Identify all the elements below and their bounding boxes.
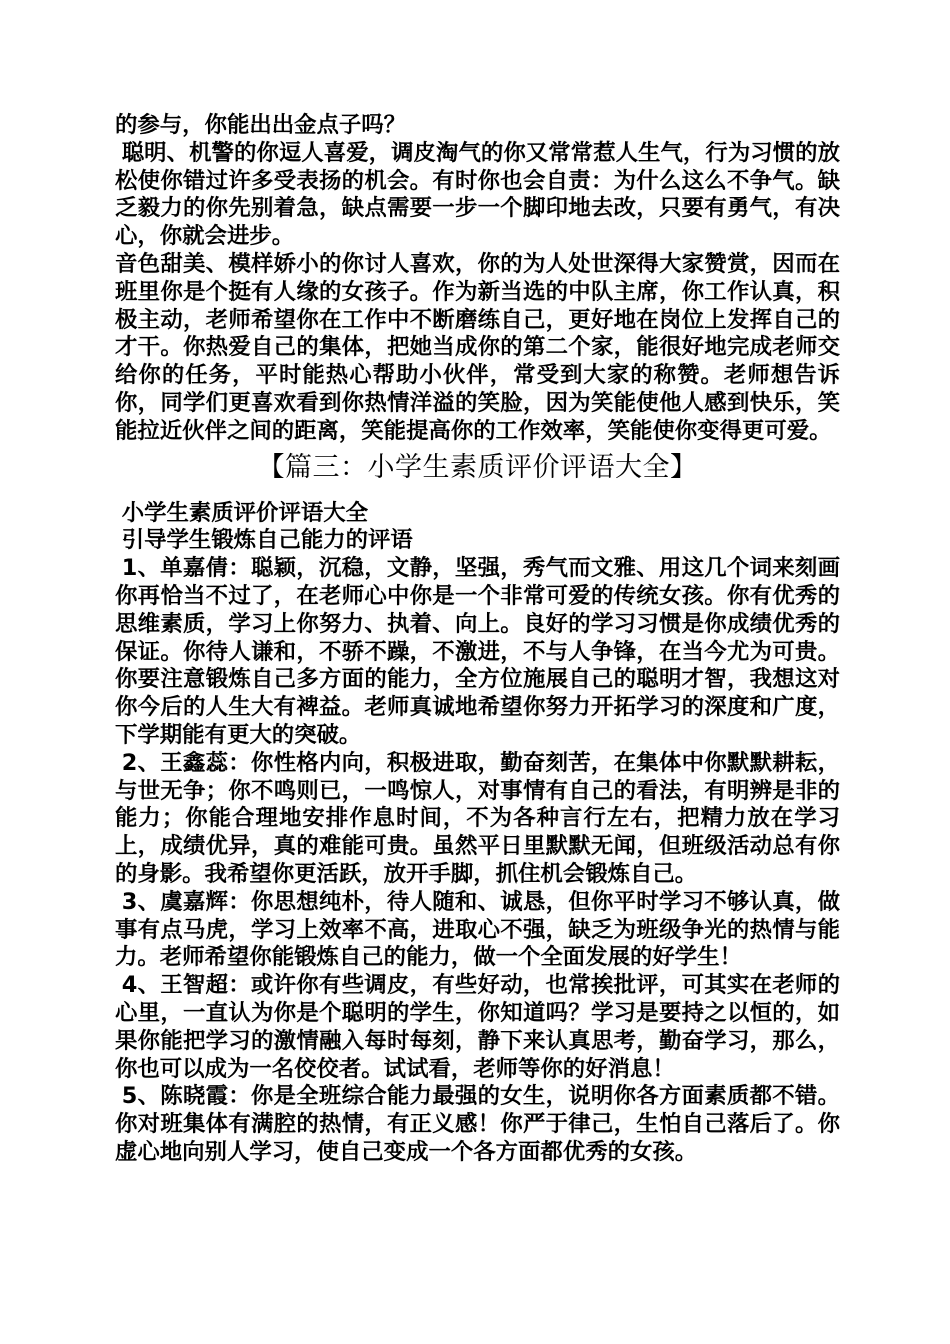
paragraph-comment-clever: 聪明、机警的你逗人喜爱，调皮淘气的你又常常惹人生气，行为习惯的放松使你错过许多受表扬的机会。有时你也会自责：为什么这么不争气。缺乏毅力的你先别着急，缺点需要一步一个脚印地去改，只要有勇气，有决心，你就会进步。: [115, 139, 840, 250]
comment-item-5: 5、陈晓霞：你是全班综合能力最强的女生，说明你各方面素质都不错。你对班集体有满腔的热情，有正义感！你严于律己，生怕自己落后了。你虚心地向别人学习，使自己变成一个各方面都优秀的女孩。: [115, 1083, 840, 1165]
comment-item-4: 4、王智超：或许你有些调皮，有些好动，也常挨批评，可其实在老师的心里，一直认为你是个聪明的学生，你知道吗？学习是要持之以恒的，如果你能把学习的激情融入每时每刻，静下来认真思考，勤奋学习，那么，你也可以成为一名佼佼者。试试看，老师等你的好消息！: [115, 972, 840, 1082]
paragraph-comment-sweet: 音色甜美、模样娇小的你讨人喜欢，你的为人处世深得大家赞赏，因而在班里你是个挺有人缘的女孩子。作为新当选的中队主席，你工作认真，积极主动，老师希望你在工作中不断磨练自己，更好地在岗位上发挥自己的才干。你热爱自己的集体，把她当成你的第二个家，能很好地完成老师交给你的任务，平时能热心帮助小伙伴，常受到大家的称赞。老师想告诉你，同学们更喜欢看到你热情洋溢的笑脸，因为笑能使他人感到快乐，笑能拉近伙伴之间的距离，笑能提高你的工作效率，笑能使你变得更可爱。: [115, 250, 840, 444]
document-page: [115, 112, 840, 1167]
section-heading: 【篇三：小学生素质评价评语大全】: [257, 451, 698, 483]
comment-item-3: 3、虞嘉辉：你思想纯朴，待人随和、诚恳，但你平时学习不够认真，做事有点马虎，学习上效率不高，进取心不强，缺乏为班级争光的热情与能力。老师希望你能锻炼自己的能力，做一个全面发展的好学生！: [115, 888, 840, 971]
paragraph-intro-tail: 的参与，你能出出金点子吗？: [115, 112, 407, 138]
comment-item-1: 1、单嘉倩：聪颖，沉稳，文静，坚强，秀气而文雅、用这几个词来刻画你再恰当不过了，在老师心中你是一个非常可爱的传统女孩。你有优秀的思维素质，学习上你努力、执着、向上。良好的学习习惯是你成绩优秀的保证。你待人谦和，不骄不躁，不激进，不与人争锋，在当今尤为可贵。你要注意锻炼自己多方面的能力，全方位施展自己的聪明才智，我想这对你今后的人生大有裨益。老师真诚地希望你努力开拓学习的深度和广度，下学期能有更大的突破。: [115, 555, 840, 748]
subheading-topic: 引导学生锻炼自己能力的评语: [121, 527, 413, 554]
subheading-title: 小学生素质评价评语大全: [121, 499, 369, 526]
comment-item-2: 2、王鑫蕊：你性格内向，积极进取，勤奋刻苦，在集体中你默默耕耘，与世无争；你不鸣则已，一鸣惊人，对事情有自己的看法，有明辨是非的能力；你能合理地安排作息时间，不为各种言行左右，把精力放在学习上，成绩优异，真的难能可贵。虽然平日里默默无闻，但班级活动总有你的身影。我希望你更活跃，放开手脚，抓住机会锻炼自己。: [115, 749, 840, 887]
